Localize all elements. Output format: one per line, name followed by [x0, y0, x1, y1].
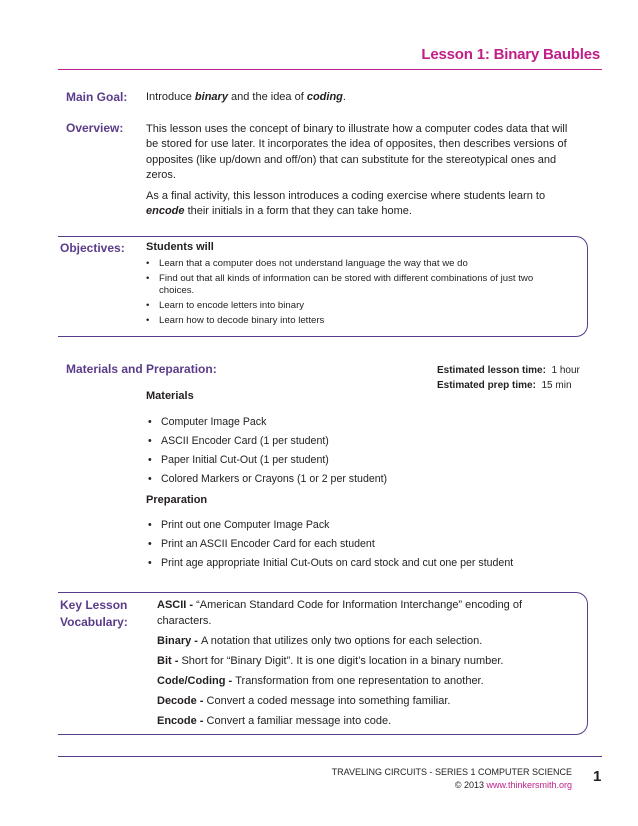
objectives-heading: Students will [146, 241, 214, 253]
footer-copyright: © 2013 www.thinkersmith.org [454, 780, 572, 790]
preparation-list [148, 518, 588, 575]
page-number: 1 [593, 768, 602, 785]
materials-list [148, 415, 568, 491]
title-bar [58, 44, 602, 70]
main-goal-text: Introduce binary and the idea of coding. [146, 91, 346, 103]
list-item: • Computer Image Pack [148, 415, 568, 429]
list-item: • ASCII Encoder Card (1 per student) [148, 434, 568, 448]
estimated-times [437, 363, 580, 393]
vocab-term-encode: Encode - Convert a familiar message into code. [157, 714, 392, 727]
footer [332, 766, 572, 792]
overview-paragraph-2: As a final activity, this lesson introduces a coding exercise where students learn to encode their initials in a form that they can take home. [146, 190, 546, 218]
vocab-term-ascii: ASCII - “American Standard Code for Information Interchange” encoding of characters. [157, 599, 523, 627]
preparation-heading: Preparation [146, 494, 208, 506]
lesson-time: Estimated lesson time: 1 hour [437, 365, 580, 376]
list-item: • Learn that a computer does not understand language the way that we do [146, 258, 566, 271]
prep-time: Estimated prep time: 15 min [437, 380, 572, 391]
list-item: • Print an ASCII Encoder Card for each student [148, 537, 588, 551]
footer-divider [58, 756, 602, 757]
objectives-list [146, 258, 566, 330]
list-item: • Find out that all kinds of information can be stored with different combinations of just two choices. [146, 273, 566, 298]
footer-series: TRAVELING CIRCUITS - SERIES 1 COMPUTER SCIENCE [331, 767, 572, 777]
website-link[interactable]: www.thinkersmith.org [486, 780, 572, 790]
list-item: • Learn to encode letters into binary [146, 300, 566, 313]
vocab-term-decode: Decode - Convert a coded message into something familiar. [157, 694, 451, 707]
main-goal-label: Main Goal: [66, 90, 128, 104]
overview-paragraph-1: This lesson uses the concept of binary to illustrate how a computer codes data that will be stored for use later. It incorporates the idea of opposites, then describes versions of opposites (like up/down and off/on) that can substitute for the stereotypical ones and zeros. [146, 123, 568, 181]
vocab-term-coding: Code/Coding - Transformation from one representation to another. [157, 674, 484, 687]
list-item: • Colored Markers or Crayons (1 or 2 per student) [148, 472, 568, 486]
vocab-term-binary: Binary - A notation that utilizes only two options for each selection. [157, 634, 483, 647]
list-item: • Print age appropriate Initial Cut-Outs on card stock and cut one per student [148, 556, 588, 570]
list-item: • Learn how to decode binary into letters [146, 315, 566, 328]
vocab-term-bit: Bit - Short for “Binary Digit”. It is one digit’s location in a binary number. [157, 654, 504, 667]
materials-label: Materials and Preparation: [66, 362, 217, 376]
list-item: • Paper Initial Cut-Out (1 per student) [148, 453, 568, 467]
vocabulary-list [157, 598, 572, 734]
lesson-title: Lesson 1: Binary Baubles [421, 46, 600, 63]
vocabulary-label: Key Lesson Vocabulary: [60, 598, 128, 629]
materials-heading: Materials [146, 390, 194, 402]
overview-label: Overview: [66, 121, 124, 135]
list-item: • Print out one Computer Image Pack [148, 518, 588, 532]
objectives-label: Objectives: [60, 241, 125, 255]
